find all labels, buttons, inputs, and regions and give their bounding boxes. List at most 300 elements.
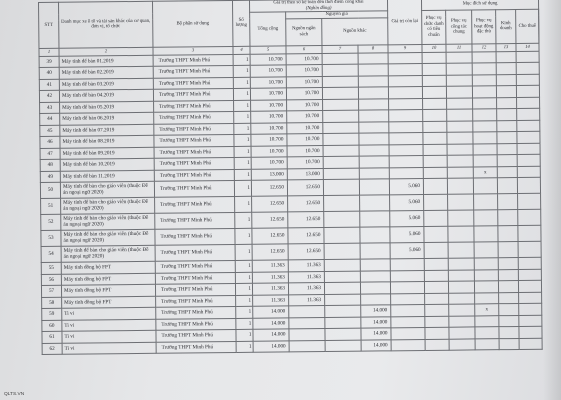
- row-total-value: 10.700: [251, 157, 287, 169]
- row-asset-name: Máy tính để bàn cho giáo viên (thuộc Đề án ngoại ngữ 2020): [61, 246, 155, 263]
- column-number: 4: [233, 46, 250, 54]
- row-remaining-value: [389, 98, 423, 110]
- row-remaining-value: [388, 75, 422, 87]
- row-purpose-5: [517, 166, 540, 178]
- row-budget-value: 10.700: [286, 53, 322, 65]
- row-department: Trường THPT Minh Phú: [156, 341, 236, 353]
- row-purpose-4: [499, 304, 519, 316]
- row-asset-name: Máy tính để bàn 07.2019: [60, 124, 154, 136]
- row-purpose-5: [517, 109, 540, 121]
- row-purpose-5: [516, 51, 539, 63]
- row-purpose-3: [473, 155, 497, 167]
- row-remaining-value: [391, 328, 425, 340]
- row-quantity: 1: [233, 77, 250, 89]
- row-purpose-5: [519, 315, 542, 327]
- row-total-value: 12.650: [252, 196, 288, 212]
- row-department: Trường THPT Minh Phú: [154, 181, 234, 198]
- row-total-value: 14.000: [253, 318, 289, 330]
- row-budget-value: 10.700: [287, 122, 323, 134]
- row-empty: [322, 76, 358, 88]
- row-total-value: 12.650: [252, 244, 288, 260]
- row-remaining-value: [389, 156, 423, 168]
- row-quantity: 1: [234, 158, 251, 170]
- column-number: 6: [286, 45, 322, 53]
- row-department: Trường THPT Minh Phú: [155, 284, 235, 296]
- row-stt: 57: [41, 286, 61, 298]
- header-state-budget: Nguồn ngân sách: [286, 18, 322, 45]
- row-purpose-1: [424, 270, 448, 282]
- row-purpose-5: [518, 194, 541, 210]
- row-purpose-1: [423, 156, 447, 168]
- row-purpose-2: [448, 258, 474, 270]
- row-quantity: 1: [235, 261, 252, 273]
- row-department: Trường THPT Minh Phú: [155, 272, 235, 284]
- row-purpose-2: [448, 270, 474, 282]
- row-purpose-5: [518, 258, 541, 270]
- row-department: Trường THPT Minh Phú: [154, 135, 234, 147]
- row-asset-name: Máy tính để bàn 05.2019: [60, 101, 154, 113]
- row-remaining-value: [391, 293, 425, 305]
- row-total-value: 10.700: [250, 77, 286, 89]
- row-asset-name: Máy tính đồng bộ FPT: [61, 273, 155, 285]
- row-asset-name: Máy tính để bàn 09.2019: [60, 147, 154, 159]
- row-stt: 43: [40, 102, 60, 114]
- row-other-source-value: [358, 64, 388, 76]
- row-purpose-3: [474, 242, 498, 258]
- row-total-value: 13.000: [251, 169, 287, 181]
- row-purpose-4: [497, 166, 517, 178]
- column-number: 5: [250, 46, 286, 54]
- row-purpose-2: [447, 178, 473, 194]
- row-purpose-3: [473, 143, 497, 155]
- row-stt: 51: [41, 199, 61, 215]
- row-quantity: 1: [234, 169, 251, 181]
- row-purpose-3: [473, 178, 497, 194]
- row-department: Trường THPT Minh Phú: [155, 261, 235, 273]
- row-department: Trường THPT Minh Phú: [155, 197, 235, 214]
- row-total-value: 11.363: [252, 260, 288, 272]
- row-purpose-4: [496, 51, 516, 63]
- row-stt: 39: [39, 56, 59, 68]
- header-department: Bộ phận sử dụng: [152, 0, 232, 47]
- row-department: Trường THPT Minh Phú: [156, 307, 236, 319]
- row-purpose-4: [497, 120, 517, 132]
- header-value-unit: (Nghìn đồng): [305, 5, 332, 11]
- row-budget-value: [289, 340, 325, 352]
- row-budget-value: 12.650: [288, 212, 324, 228]
- row-purpose-2: [446, 86, 472, 98]
- row-budget-value: 10.700: [287, 145, 323, 157]
- row-purpose-1: [423, 144, 447, 156]
- row-total-value: 12.650: [251, 180, 287, 196]
- row-other-source-value: [360, 271, 390, 283]
- row-purpose-2: [449, 339, 475, 351]
- row-empty: [323, 145, 359, 157]
- row-empty: [323, 99, 359, 111]
- row-purpose-4: [499, 315, 519, 327]
- row-budget-value: 12.650: [288, 244, 324, 260]
- row-remaining-value: [391, 305, 425, 317]
- row-purpose-2: [448, 281, 474, 293]
- row-department: Trường THPT Minh Phú: [155, 229, 235, 246]
- row-purpose-1: [423, 110, 447, 122]
- row-quantity: 1: [236, 295, 253, 307]
- row-other-source-value: [359, 99, 389, 111]
- row-purpose-4: [496, 63, 516, 75]
- row-empty: [324, 259, 360, 271]
- row-purpose-3: [472, 63, 496, 75]
- row-stt: 40: [39, 68, 59, 80]
- row-asset-name: Ti vi: [62, 342, 156, 354]
- row-quantity: 1: [234, 112, 251, 124]
- row-total-value: 10.700: [250, 88, 286, 100]
- row-empty: [325, 328, 361, 340]
- header-stt: STT: [39, 2, 59, 48]
- row-stt: 59: [42, 309, 62, 321]
- row-purpose-2: [447, 132, 473, 144]
- column-number: 2: [59, 47, 153, 56]
- row-asset-name: Máy tính để bàn cho giáo viên (thuộc Đề án ngoại ngữ 2020): [61, 214, 155, 231]
- row-empty: [324, 243, 360, 259]
- row-asset-name: Máy tính đồng bộ FPT: [61, 262, 155, 274]
- row-purpose-1: [422, 75, 446, 87]
- header-purpose-4: Kinh doanh: [496, 10, 516, 44]
- row-purpose-2: [448, 226, 474, 242]
- row-total-value: 10.700: [251, 123, 287, 135]
- page-edge-shadow: [543, 0, 561, 400]
- row-purpose-2: [447, 167, 473, 179]
- row-purpose-2: [448, 210, 474, 226]
- row-purpose-4: [497, 109, 517, 121]
- row-purpose-5: [517, 143, 540, 155]
- row-purpose-5: [518, 269, 541, 281]
- row-purpose-1: [422, 64, 446, 76]
- row-total-value: 10.700: [251, 100, 287, 112]
- row-other-source-value: 14.000: [361, 340, 391, 352]
- row-purpose-4: [498, 226, 518, 242]
- row-budget-value: [289, 317, 325, 329]
- row-purpose-3: [473, 97, 497, 109]
- row-quantity: 1: [234, 135, 251, 147]
- row-purpose-2: [449, 293, 475, 305]
- row-empty: [323, 179, 359, 195]
- asset-table-sheet: [38, 0, 542, 355]
- row-department: Trường THPT Minh Phú: [153, 66, 233, 78]
- row-asset-name: Máy tính để bàn 02.2019: [59, 67, 153, 79]
- row-stt: 62: [42, 343, 62, 355]
- row-quantity: 1: [235, 213, 252, 229]
- row-purpose-4: [497, 132, 517, 144]
- row-stt: 46: [40, 137, 60, 149]
- row-purpose-1: [424, 243, 448, 259]
- row-purpose-3: [474, 281, 498, 293]
- row-department: Trường THPT Minh Phú: [156, 295, 236, 307]
- row-other-source-value: [359, 168, 389, 180]
- row-purpose-5: [518, 281, 541, 293]
- row-remaining-value: [390, 282, 424, 294]
- row-purpose-1: [425, 293, 449, 305]
- row-total-value: 14.000: [253, 341, 289, 353]
- row-remaining-value: 5.060: [390, 227, 424, 243]
- row-other-source-value: 14.000: [361, 328, 391, 340]
- row-empty: [323, 122, 359, 134]
- row-quantity: 1: [233, 89, 250, 101]
- row-quantity: 1: [233, 54, 250, 66]
- row-empty: [324, 227, 360, 243]
- row-stt: 42: [39, 91, 59, 103]
- row-empty: [322, 87, 358, 99]
- row-asset-name: Máy tính để bàn 10.2019: [60, 159, 154, 171]
- row-purpose-4: [497, 97, 517, 109]
- row-stt: 60: [42, 320, 62, 332]
- row-empty: [323, 110, 359, 122]
- header-purpose-5: Cho thuê: [516, 9, 539, 43]
- row-purpose-2: [446, 52, 472, 64]
- row-department: Trường THPT Minh Phú: [154, 112, 234, 124]
- header-purpose-1: Phục vụ chức danh có tiêu chuẩn: [422, 10, 446, 44]
- header-total: Tổng cộng: [250, 12, 286, 46]
- row-purpose-3: [474, 258, 498, 270]
- column-number: 3: [153, 46, 233, 55]
- row-quantity: 1: [234, 123, 251, 135]
- row-other-source-value: [359, 133, 389, 145]
- row-other-source-value: [359, 179, 389, 195]
- header-remaining: Giá trị còn lại: [388, 0, 422, 45]
- row-department: Trường THPT Minh Phú: [154, 100, 234, 112]
- row-purpose-5: [517, 120, 540, 132]
- row-budget-value: 10.700: [287, 157, 323, 169]
- row-quantity: 1: [236, 318, 253, 330]
- row-purpose-5: [516, 63, 539, 75]
- row-purpose-1: [425, 304, 449, 316]
- row-stt: 56: [41, 274, 61, 286]
- row-remaining-value: [389, 110, 423, 122]
- row-empty: [324, 211, 360, 227]
- row-purpose-3: [474, 210, 498, 226]
- row-other-source-value: [358, 87, 388, 99]
- row-purpose-5: [518, 226, 541, 242]
- row-purpose-4: [499, 327, 519, 339]
- row-budget-value: 12.650: [288, 196, 324, 212]
- row-purpose-4: [498, 281, 518, 293]
- table-body: [39, 51, 542, 355]
- row-stt: 52: [41, 215, 61, 231]
- row-other-source-value: [358, 53, 388, 65]
- row-quantity: 1: [234, 100, 251, 112]
- row-remaining-value: [388, 87, 422, 99]
- row-purpose-3: [473, 109, 497, 121]
- row-quantity: 1: [236, 341, 253, 353]
- row-total-value: 11.363: [253, 295, 289, 307]
- row-other-source-value: 14.000: [361, 317, 391, 329]
- row-empty: [323, 133, 359, 145]
- row-purpose-4: [498, 194, 518, 210]
- row-purpose-1: [423, 121, 447, 133]
- row-stt: 49: [40, 171, 60, 183]
- row-purpose-1: [425, 327, 449, 339]
- row-purpose-4: [498, 210, 518, 226]
- row-empty: [325, 317, 361, 329]
- header-purpose-2: Phục vụ công tác chung: [446, 10, 472, 44]
- row-purpose-1: [425, 316, 449, 328]
- row-budget-value: 11.363: [289, 294, 325, 306]
- header-value-group-title: Giá trị theo số kế toán đến thời điểm công khai: [273, 0, 364, 6]
- row-other-source-value: [359, 156, 389, 168]
- row-remaining-value: 5.060: [389, 179, 423, 195]
- row-total-value: 10.700: [251, 146, 287, 158]
- row-stt: 55: [41, 263, 61, 275]
- row-asset-name: Máy tính để bàn 06.2019: [60, 113, 154, 125]
- row-purpose-1: [423, 98, 447, 110]
- row-remaining-value: [391, 339, 425, 351]
- row-purpose-2: [447, 155, 473, 167]
- row-purpose-5: [518, 210, 541, 226]
- row-purpose-4: [498, 258, 518, 270]
- column-number: 12: [472, 43, 496, 51]
- row-total-value: 14.000: [253, 329, 289, 341]
- row-other-source-value: [358, 76, 388, 88]
- row-remaining-value: [391, 316, 425, 328]
- row-purpose-3: [473, 132, 497, 144]
- row-asset-name: Máy tính để bàn cho giáo viên (thuộc Đề án ngoại ngữ 2020): [60, 182, 154, 199]
- row-purpose-4: [497, 143, 517, 155]
- row-quantity: 1: [235, 284, 252, 296]
- row-purpose-2: [447, 109, 473, 121]
- row-total-value: 10.700: [250, 65, 286, 77]
- row-purpose-2: [448, 242, 474, 258]
- row-remaining-value: [389, 133, 423, 145]
- footer-brand: QLTS.VN: [4, 392, 25, 397]
- header-other-source: Nguồn khác: [322, 18, 388, 46]
- row-quantity: 1: [235, 272, 252, 284]
- row-purpose-3: [474, 194, 498, 210]
- row-purpose-4: [497, 155, 517, 167]
- row-total-value: 10.700: [250, 54, 286, 66]
- row-purpose-1: [424, 281, 448, 293]
- row-purpose-4: [499, 338, 519, 350]
- row-quantity: 1: [235, 245, 252, 261]
- row-asset-name: Máy tính để bàn 04.2019: [59, 90, 153, 102]
- row-stt: 48: [40, 160, 60, 172]
- row-purpose-5: [517, 178, 540, 194]
- row-empty: [323, 156, 359, 168]
- column-number: 1: [39, 48, 59, 56]
- row-remaining-value: [389, 121, 423, 133]
- row-purpose-1: [423, 133, 447, 145]
- row-budget-value: 10.700: [286, 65, 322, 77]
- column-number: 13: [496, 43, 516, 51]
- column-number: 8: [358, 45, 388, 53]
- row-quantity: 1: [235, 229, 252, 245]
- row-total-value: 10.700: [251, 134, 287, 146]
- row-empty: [324, 195, 360, 211]
- row-other-source-value: [359, 110, 389, 122]
- row-purpose-5: [517, 155, 540, 167]
- column-number: 14: [516, 43, 539, 51]
- header-purpose-group: Mục đích sử dụng: [421, 0, 538, 11]
- row-asset-name: Máy tính đồng bộ FPT: [62, 296, 156, 308]
- row-purpose-5: [519, 338, 542, 350]
- row-purpose-2: [447, 121, 473, 133]
- row-purpose-4: [499, 292, 519, 304]
- row-stt: 50: [40, 183, 60, 199]
- row-purpose-2: [446, 75, 472, 87]
- header-quantity: Số lượng: [232, 0, 249, 46]
- header-category: Danh mục xe ô tô và tài sản khác của cơ quan, đơn vị, tổ chức: [59, 1, 153, 48]
- header-origin-group: Nguyên giá: [286, 11, 388, 19]
- row-quantity: 1: [234, 181, 251, 197]
- row-other-source-value: [359, 145, 389, 157]
- row-purpose-2: [446, 63, 472, 75]
- row-empty: [323, 168, 359, 180]
- row-purpose-4: [498, 269, 518, 281]
- row-purpose-3: [475, 338, 499, 350]
- row-department: Trường THPT Minh Phú: [154, 158, 234, 170]
- row-purpose-5: [519, 304, 542, 316]
- row-other-source-value: [360, 211, 390, 227]
- row-purpose-3: [474, 226, 498, 242]
- row-purpose-3: [472, 86, 496, 98]
- row-purpose-2: [449, 316, 475, 328]
- row-empty: [322, 53, 358, 65]
- row-stt: 45: [40, 125, 60, 137]
- row-asset-name: Máy tính đồng bộ FPT: [61, 285, 155, 297]
- row-stt: 53: [41, 231, 61, 247]
- row-other-source-value: [360, 259, 390, 271]
- row-asset-name: Máy tính để bàn cho giáo viên (thuộc Đề án ngoại ngữ 2020): [61, 198, 155, 215]
- row-purpose-4: [496, 86, 516, 98]
- row-asset-name: Máy tính để bàn cho giáo viên (thuộc Đề án ngoại ngữ 2020): [61, 230, 155, 247]
- row-budget-value: 12.650: [288, 228, 324, 244]
- row-purpose-3: [475, 315, 499, 327]
- row-purpose-5: [519, 292, 542, 304]
- row-purpose-3: [472, 51, 496, 63]
- row-purpose-1: [424, 211, 448, 227]
- row-department: Trường THPT Minh Phú: [154, 169, 234, 181]
- row-other-source-value: [360, 282, 390, 294]
- row-remaining-value: [389, 167, 423, 179]
- row-budget-value: 11.363: [288, 260, 324, 272]
- row-budget-value: 10.700: [287, 99, 323, 111]
- row-purpose-2: [449, 304, 475, 316]
- row-budget-value: 10.700: [287, 111, 323, 123]
- row-asset-name: Máy tính để bàn 03.2019: [59, 78, 153, 90]
- table-header: [39, 0, 540, 56]
- header-purpose-3: Phục vụ hoạt động đặc thù: [472, 10, 496, 44]
- row-purpose-5: [516, 74, 539, 86]
- row-stt: 41: [39, 79, 59, 91]
- row-purpose-3: [472, 74, 496, 86]
- row-remaining-value: 5.060: [390, 243, 424, 259]
- row-purpose-3: [474, 269, 498, 281]
- row-total-value: 10.700: [251, 111, 287, 123]
- row-remaining-value: [390, 270, 424, 282]
- row-total-value: 12.650: [252, 212, 288, 228]
- row-stt: 47: [40, 148, 60, 160]
- row-purpose-5: [517, 132, 540, 144]
- row-purpose-4: [496, 74, 516, 86]
- row-total-value: 12.650: [252, 228, 288, 244]
- row-asset-name: Ti vi: [62, 319, 156, 331]
- row-department: Trường THPT Minh Phú: [153, 54, 233, 66]
- row-empty: [322, 64, 358, 76]
- row-remaining-value: 5.060: [390, 211, 424, 227]
- row-other-source-value: [361, 294, 391, 306]
- row-stt: 54: [41, 247, 61, 263]
- row-purpose-1: [422, 52, 446, 64]
- row-empty: [324, 271, 360, 283]
- row-purpose-2: [447, 144, 473, 156]
